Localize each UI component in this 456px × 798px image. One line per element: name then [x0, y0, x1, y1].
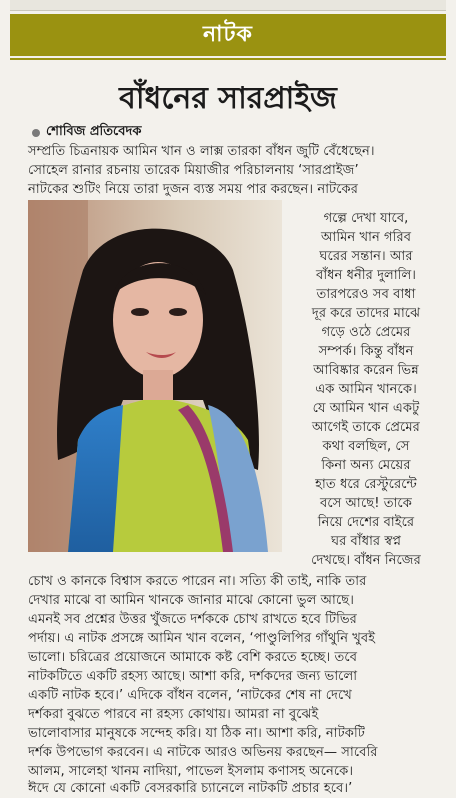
side-line: তারপরেও সব বাধা [316, 287, 416, 302]
side-line: দূর করে তাদের মাঝে [311, 306, 421, 321]
side-line: গল্পে দেখা যাবে, [323, 211, 409, 226]
side-line: ঘর বাঁধার স্বপ্ন [330, 534, 402, 549]
side-line: হাত ধরে রেস্টুরেন্টে [315, 477, 417, 492]
side-line: ঘরের সন্তান। আর [319, 249, 413, 264]
lead-line: সম্প্রতি চিত্রনায়ক আমিন খান ও লাক্স তারকা বাঁধন জুটি বেঁধেছেন। [28, 144, 375, 159]
body-line: দেখার মাঝে বা আমিন খানকে জানার মাঝে কোনো ভুল আছে। [28, 593, 355, 608]
body-line: নাটকটিতে একটি রহস্য আছে। আশা করি, দর্শকদের জন্য ভালো [28, 669, 358, 684]
side-line: কথা বলছিল, সে [322, 439, 410, 454]
body-line: ঈদে যে কোনো একটি বেসরকারি চ্যানেলে নাটকটি প্রচার হবে।’ [28, 781, 353, 796]
side-line: যে আমিন খান একটু [312, 401, 420, 416]
body-line: দর্শক উপভোগ করবেন। এ নাটকে আরও অভিনয় করছেন— সাবেরি [28, 745, 378, 760]
side-line: আগেই তাকে প্রেমের [312, 420, 420, 435]
side-line: আবিষ্কার করেন ভিন্ন [313, 363, 419, 378]
article-photo [28, 200, 282, 552]
section-header [10, 14, 446, 56]
body-line: দর্শকরা বুঝতে পারবে না রহস্য কোথায়। আমরা না বুঝেই [28, 707, 319, 722]
body-line: ভালোবাসার মানুষকে সন্দেহ করি। যা ঠিক না। আশা করি, নাটকটি [28, 726, 365, 741]
body-line: আলম, সালেহা খানম নাদিয়া, পাভেল ইসলাম কণাসহ অনেকে। [28, 764, 354, 779]
body-line: একটি নাটক হবে।’ এদিকে বাঁধন বলেন, ‘নাটকের শেষ না দেখে [28, 688, 352, 703]
side-line: আমিন খান গরিব [320, 230, 412, 245]
side-line: সম্পর্ক। কিন্তু বাঁধন [318, 344, 414, 359]
byline [32, 122, 141, 143]
section-title: নাটক [203, 21, 253, 47]
side-line: এক আমিন খানকে। [315, 382, 417, 397]
side-line: দেখছে। বাঁধন নিজের [311, 553, 421, 568]
side-line: নিয়ে দেশের বাইরে [317, 515, 415, 530]
body-line: চোখ ও কানকে বিশ্বাস করতে পারেন না। সত্যি কী তাই, নাকি তার [28, 574, 367, 589]
photo-illustration [28, 200, 282, 552]
side-line: গড়ে ওঠে প্রেমের [321, 325, 411, 340]
section-rule [10, 58, 446, 60]
body-line: এমনই সব প্রশ্নের উত্তর খুঁজতে দর্শককে চোখ রাখতে হবে টিভির [28, 612, 357, 627]
article-headline: বাঁধনের সারপ্রাইজ [119, 81, 337, 116]
masthead-strip [10, 0, 446, 11]
body-line: ভালো। চরিত্রের প্রয়োজনে আমাকে কষ্ট বেশি করতে হচ্ছে। তবে [28, 650, 358, 665]
side-line: বসে আছে! তাকে [320, 496, 412, 511]
side-line: বাঁধন ধনীর দুলালি। [316, 268, 416, 283]
byline-text: শোবিজ প্রতিবেদক [46, 124, 142, 139]
side-line: কিনা অন্য মেয়ের [321, 458, 411, 473]
body-line: পর্দায়। এ নাটক প্রসঙ্গে আমিন খান বলেন, ‘পাণ্ডুলিপির গাঁথুনি খুবই [28, 631, 376, 646]
lead-line: সোহেল রানার রচনায় তারেক মিয়াজীর পরিচালনায় ‘সারপ্রাইজ’ [28, 163, 359, 178]
bullet-icon [32, 129, 40, 137]
lead-line: নাটকের শুটিং নিয়ে তারা দুজন ব্যস্ত সময় পার করছেন। নাটকের [28, 182, 358, 197]
